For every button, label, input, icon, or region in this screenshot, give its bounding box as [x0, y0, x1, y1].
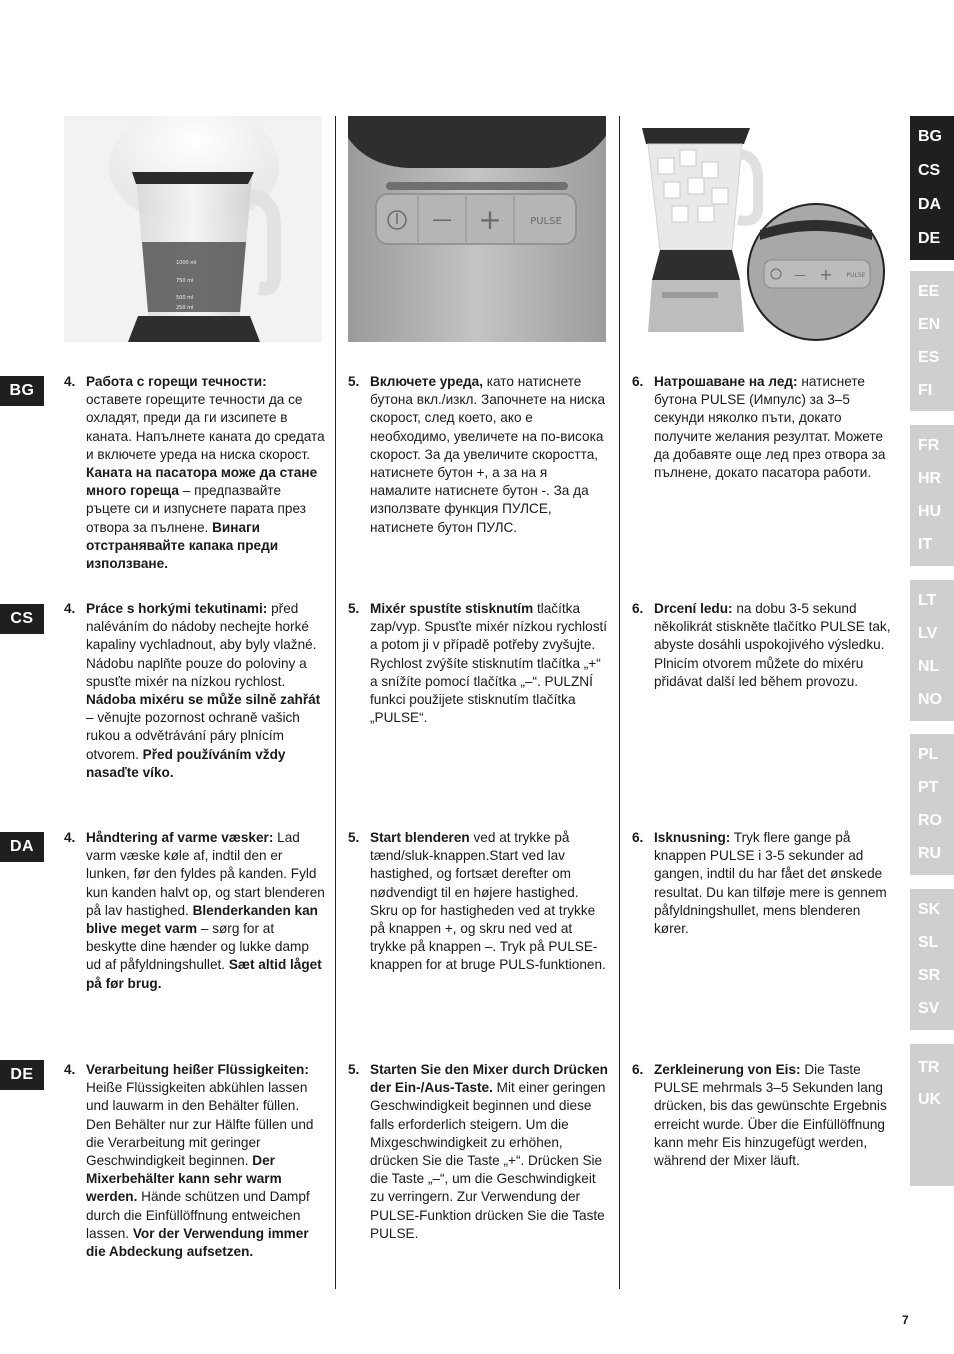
lang-group-3: [910, 425, 954, 566]
da-step6: [632, 829, 894, 938]
step-number: 5.: [348, 601, 360, 616]
lang-code: EN: [918, 315, 941, 333]
lang-code: EE: [918, 282, 940, 300]
step-text: Start blenderen ved at trykke på tænd/sluk-knappen.Start ved lav hastighed, og fortsæt derefter om nødvendigt til en højere hastighed. Skru op for hastigheden ved at trykke på knappen +, og skru ned ved at trykke på knappen –. Tryk på PULSE-knappen for at bruge PULS-funktionen.: [370, 830, 606, 973]
step-text: Verarbeitung heißer Flüssigkeiten: Heiße Flüssigkeiten abkühlen lassen und lauwarm in den Behälter füllen. Den Behälter nur zur Hälfte füllen und die Verarbeitung mit geringer Geschwindigkeit beginnen. Der Mixerbehälter kann sehr warm werden. Hände schützen und Dampf durch die Einfüllöffnung entweichen lassen. Vor der Verwendung immer die Abdeckung aufsetzen.: [86, 1062, 314, 1260]
minus-icon: —: [432, 207, 452, 231]
lang-code: ES: [918, 348, 940, 366]
jug-mark-1000: 1000 ml: [176, 260, 197, 266]
step-text: Håndtering af varme væsker: Lad varm væske køle af, indtil den er lunken, før den fyldes på kanden. Fyld kun kanden halvt op, og start blenderen på lav hastighed. Blenderkanden kan blive meget varm – sørg for at beskytte dine hænder og lukke damp ud af påfyldningshullet. Sæt altid låget på før brug.: [86, 830, 325, 991]
step-text: Isknusning: Tryk flere gange på knappen PULSE i 3-5 sekunder ad gangen, indtil du har fået det ønskede resultat. Du kan tilføje mere is gennem påfyldningshullet, mens blenderen kører.: [654, 830, 887, 937]
jug-mark-500: 500 ml: [176, 295, 194, 301]
de-step5: [348, 1061, 608, 1243]
da-step4: [64, 829, 326, 993]
minus-icon-inset: —: [794, 268, 806, 282]
step-number: 6.: [632, 830, 644, 845]
ice-crushing-image: [632, 110, 894, 348]
jug-mark-250: 250 ml: [176, 305, 194, 311]
side-tab-da: DA: [0, 832, 44, 862]
step-number: 6.: [632, 374, 644, 389]
lang-code: RU: [918, 845, 942, 863]
page-number: 7: [902, 1313, 909, 1327]
pulse-label-inset: PULSE: [846, 272, 866, 279]
lang-code: LV: [918, 624, 938, 642]
side-tab-de: DE: [0, 1060, 44, 1090]
bg-step5: [348, 373, 608, 537]
cs-step5: [348, 600, 608, 727]
plus-icon: +: [478, 203, 502, 236]
jug-mark-750: 750 ml: [176, 278, 194, 284]
de-step4: [64, 1061, 326, 1261]
step-number: 4.: [64, 601, 76, 616]
lang-code: DA: [918, 196, 942, 213]
step-text: Drcení ledu: na dobu 3-5 sekund několikrát stiskněte tlačítko PULSE tak, abyste dosáhli uspokojivého výsledku. Plnicím otvorem můžete do mixéru přidávat další led během provozu.: [654, 601, 891, 689]
step-number: 5.: [348, 374, 360, 389]
bg-step6: [632, 373, 894, 482]
lang-code: IT: [918, 536, 933, 554]
lang-group-1: [910, 116, 954, 260]
lang-code: DE: [918, 230, 941, 247]
lang-group-7: [910, 1044, 954, 1186]
side-tab-bg: BG: [0, 376, 44, 406]
step-text: Включете уреда, като натиснете бутона вкл./изкл. Започнете на ниска скорост, след което, ако е необходимо, увеличете на по-висока скорост. За да увеличите скоростта, натиснете бутон +, а за на я намалите натиснете бутон -. За да използвате функция ПУЛСЕ, натиснете бутон ПУЛС.: [370, 374, 606, 535]
control-panel-image: [348, 116, 606, 342]
lang-code: TR: [918, 1059, 940, 1076]
step-number: 6.: [632, 601, 644, 616]
column-divider-2: [619, 116, 620, 1289]
hot-liquid-blender-image: [64, 116, 322, 342]
lang-code: FR: [918, 436, 940, 454]
bg-step4: [64, 373, 326, 573]
lang-code: RO: [918, 812, 942, 830]
step-text: Starten Sie den Mixer durch Drücken der Ein-/Aus-Taste. Mit einer geringen Geschwindigkeit beginnen und diese falls erforderlich steigern. Um die Mixgeschwindigkeit zu erhöhen, drücken Sie die Taste „+“. Drücken Sie die Taste „–“, um die Geschwindigkeit zu verringern. Zur Verwendung der PULSE-Funktion drücken Sie die Taste PULSE.: [370, 1062, 608, 1241]
lang-code: SR: [918, 967, 941, 985]
column-divider-1: [335, 116, 336, 1289]
step-text: Mixér spustíte stisknutím tlačítka zap/vyp. Spusťte mixér nízkou rychlostí a potom ji v případě potřeby zvyšujte. Rychlost zvýšíte stisknutím tlačítka „+“ a snížíte pomocí tlačítka „–“. PULZNÍ funkci použijete stisknutím tlačítka „PULSE“.: [370, 601, 608, 726]
lang-code: NL: [918, 658, 940, 676]
lang-code: CS: [918, 162, 941, 179]
lang-code: HR: [918, 469, 942, 487]
step-number: 6.: [632, 1062, 644, 1077]
lang-group-4: [910, 580, 954, 721]
lang-code: PT: [918, 778, 939, 796]
step-number: 5.: [348, 830, 360, 845]
lang-code: LT: [918, 591, 937, 609]
lang-code: PL: [918, 745, 939, 763]
lang-group-2: [910, 271, 954, 411]
lang-code: FI: [918, 381, 933, 399]
step-number: 4.: [64, 1062, 76, 1077]
step-number: 4.: [64, 374, 76, 389]
lang-group-5: [910, 734, 954, 875]
step-text: Zerkleinerung von Eis: Die Taste PULSE mehrmals 3–5 Sekunden lang drücken, bis das gewünschte Ergebnis erreicht wurde. Über die Einfüllöffnung kann mehr Eis hinzugefügt werden, während der Mixer läuft.: [654, 1062, 887, 1169]
pulse-label: PULSE: [530, 216, 562, 227]
da-step5: [348, 829, 608, 975]
lang-code: SK: [918, 900, 941, 918]
de-step6: [632, 1061, 894, 1170]
cs-step6: [632, 600, 894, 691]
lang-code: HU: [918, 503, 942, 521]
step-text: Работа с горещи течности: оставете горещите течности да се охладят, преди да ги изсипете в каната. Напълнете каната до средата и включете уреда на ниска скорост. Каната на пасатора може да стане много гореща – предпазвайте ръцете си и изпуснете парата през отвора за пълнене. Винаги отстранявайте капака преди използване.: [86, 374, 325, 572]
lang-code: BG: [918, 128, 942, 145]
cs-step4: [64, 600, 326, 782]
lang-group-6: [910, 889, 954, 1030]
lang-code: SL: [918, 933, 939, 951]
step-number: 4.: [64, 830, 76, 845]
step-text: Práce s horkými tekutinami: před naléváním do nádoby nechejte horké kapaliny vychladnout, aby byly vlažné. Nádobu naplňte pouze do poloviny a spusťte mixér na nízkou rychlost. Nádoba mixéru se může silně zahřát – věnujte pozornost ochraně vašich rukou a odvětrávání páry plnícím otvorem. Před používáním vždy nasaďte víko.: [86, 601, 321, 780]
step-number: 5.: [348, 1062, 360, 1077]
side-tab-cs: CS: [0, 604, 44, 634]
step-text: Натрошаване на лед: натиснете бутона PULSE (Импулс) за 3–5 секунди няколко пъти, докато получите желания резултат. Можете да добавяте още лед през отвора за пълнене, докато пасатора работи.: [654, 374, 886, 481]
lang-code: SV: [918, 1000, 940, 1018]
lang-code: NO: [918, 691, 942, 709]
plus-icon-inset: +: [819, 265, 833, 284]
lang-code: UK: [918, 1091, 942, 1108]
